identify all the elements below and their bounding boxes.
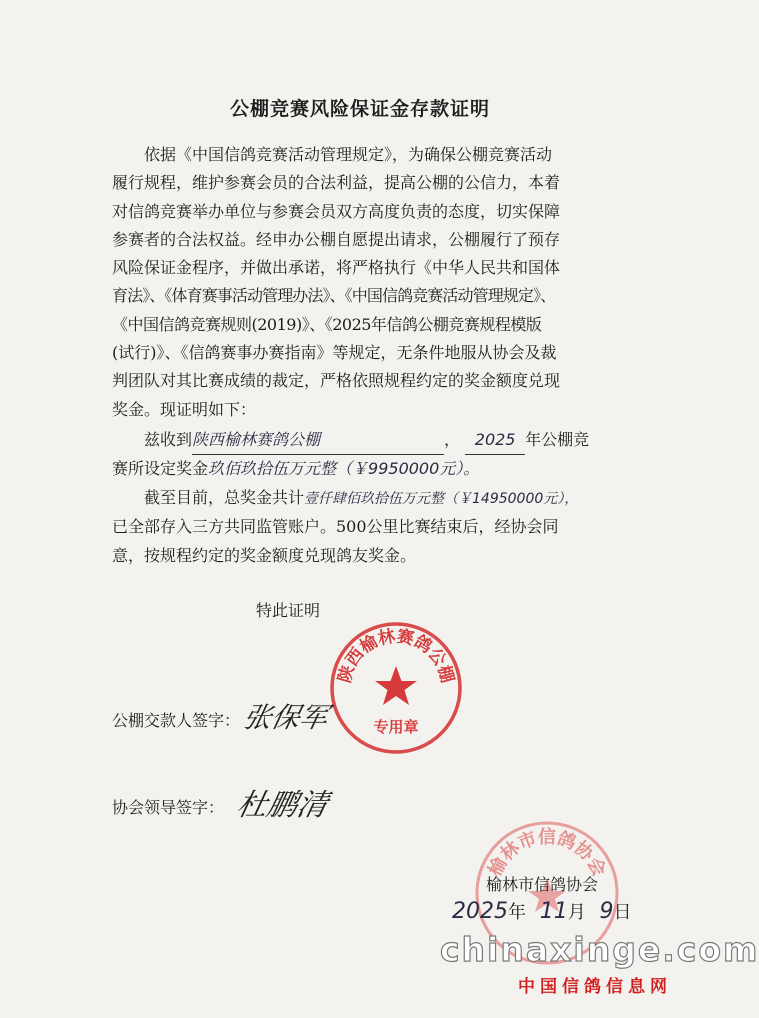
date-month-char: 月 — [567, 902, 586, 923]
receipt-line2-prefix: 赛所设定奖金 — [112, 459, 209, 479]
loft-name-handwritten: 陕西榆林赛鸽公棚 — [192, 426, 444, 455]
payer-signature: 张保军 — [240, 701, 332, 734]
year-suffix: 年公棚竞 — [525, 430, 590, 449]
body-line: 风险保证金程序，并做出承诺，将严格执行《中华人民共和国体 — [112, 258, 561, 278]
total-line3: 意，按规程约定的奖金额度兑现鸽友奖金。 — [112, 545, 417, 565]
body-line: 参赛者的合法权益。经申办公棚自愿提出请求，公棚履行了预存 — [112, 229, 561, 249]
receipt-prefix: 兹收到 — [144, 430, 193, 449]
body-line: 判团队对其比赛成绩的裁定，严格依照规程约定的奖金额度兑现 — [112, 371, 561, 391]
loft-seal-arc-text: 陕西榆林赛鸽公棚 — [334, 626, 458, 686]
signature-date — [452, 898, 631, 924]
body-paragraph — [112, 141, 632, 424]
body-line: 《中国信鸽竞赛规则(2019)》、《2025年信鸽公棚竞赛规程模版 — [112, 314, 542, 334]
date-month-handwritten: 11 — [539, 899, 568, 924]
amount-figure: （￥9950000元）。 — [336, 459, 480, 479]
year-handwritten: 2025 — [465, 426, 525, 455]
association-name: 榆林市信鸽协会 — [486, 875, 599, 894]
date-day-handwritten: 9 — [599, 899, 614, 924]
document-title: 公棚竞赛风险保证金存款证明 — [229, 98, 490, 120]
receipt-separator: ， — [444, 430, 461, 449]
payer-label: 公棚交款人签字： — [112, 711, 241, 730]
closing-text: 特此证明 — [256, 601, 321, 620]
receipt-paragraph — [112, 426, 632, 484]
total-line2: 已全部存入三方共同监管账户。500公里比赛结束后，经协会同 — [112, 517, 559, 537]
date-year-char: 年 — [508, 902, 526, 923]
body-line: 对信鸽竞赛举办单位与参赛会员双方高度负责的态度，切实保障 — [112, 201, 561, 221]
watermark-site-name: 中国信鸽信息网 — [518, 977, 672, 997]
body-line: 奖金。现证明如下： — [112, 399, 257, 419]
body-line: (试行)》、《信鸽赛事办赛指南》等规定，无条件地服从协会及裁 — [112, 343, 557, 363]
body-line: 履行规程，维护参赛会员的合法利益，提高公棚的公信力，本着 — [112, 173, 561, 193]
total-amount-figure: （￥14950000元）， — [444, 491, 579, 507]
seal-star-icon — [375, 666, 417, 705]
association-seal-arc-text: 榆林市信鸽协会 — [484, 827, 610, 880]
total-prefix: 截至目前，总奖金共计 — [144, 488, 305, 507]
leader-label: 协会领导签字： — [112, 798, 225, 817]
date-day-char: 日 — [613, 902, 632, 923]
leader-signature: 杜鹏清 — [233, 788, 331, 823]
amount-words-handwritten: 玖佰玖拾伍万元整 — [208, 459, 337, 479]
total-amount-words-handwritten: 壹仟肆佰玖拾伍万元整 — [304, 491, 445, 507]
body-line: 育法》、《体育赛事活动管理办法》、《中国信鸽竞赛活动管理规定》、 — [112, 286, 556, 306]
date-year-handwritten: 2025 — [452, 899, 508, 924]
body-line: 依据《中国信鸽竞赛活动管理规定》，为确保公棚竞赛活动 — [144, 145, 553, 164]
loft-seal-bottom-text: 专用章 — [373, 718, 419, 736]
loft-seal-stamp — [328, 620, 464, 756]
watermark-domain: chinaxinge.com — [440, 930, 759, 969]
total-paragraph — [112, 484, 632, 570]
